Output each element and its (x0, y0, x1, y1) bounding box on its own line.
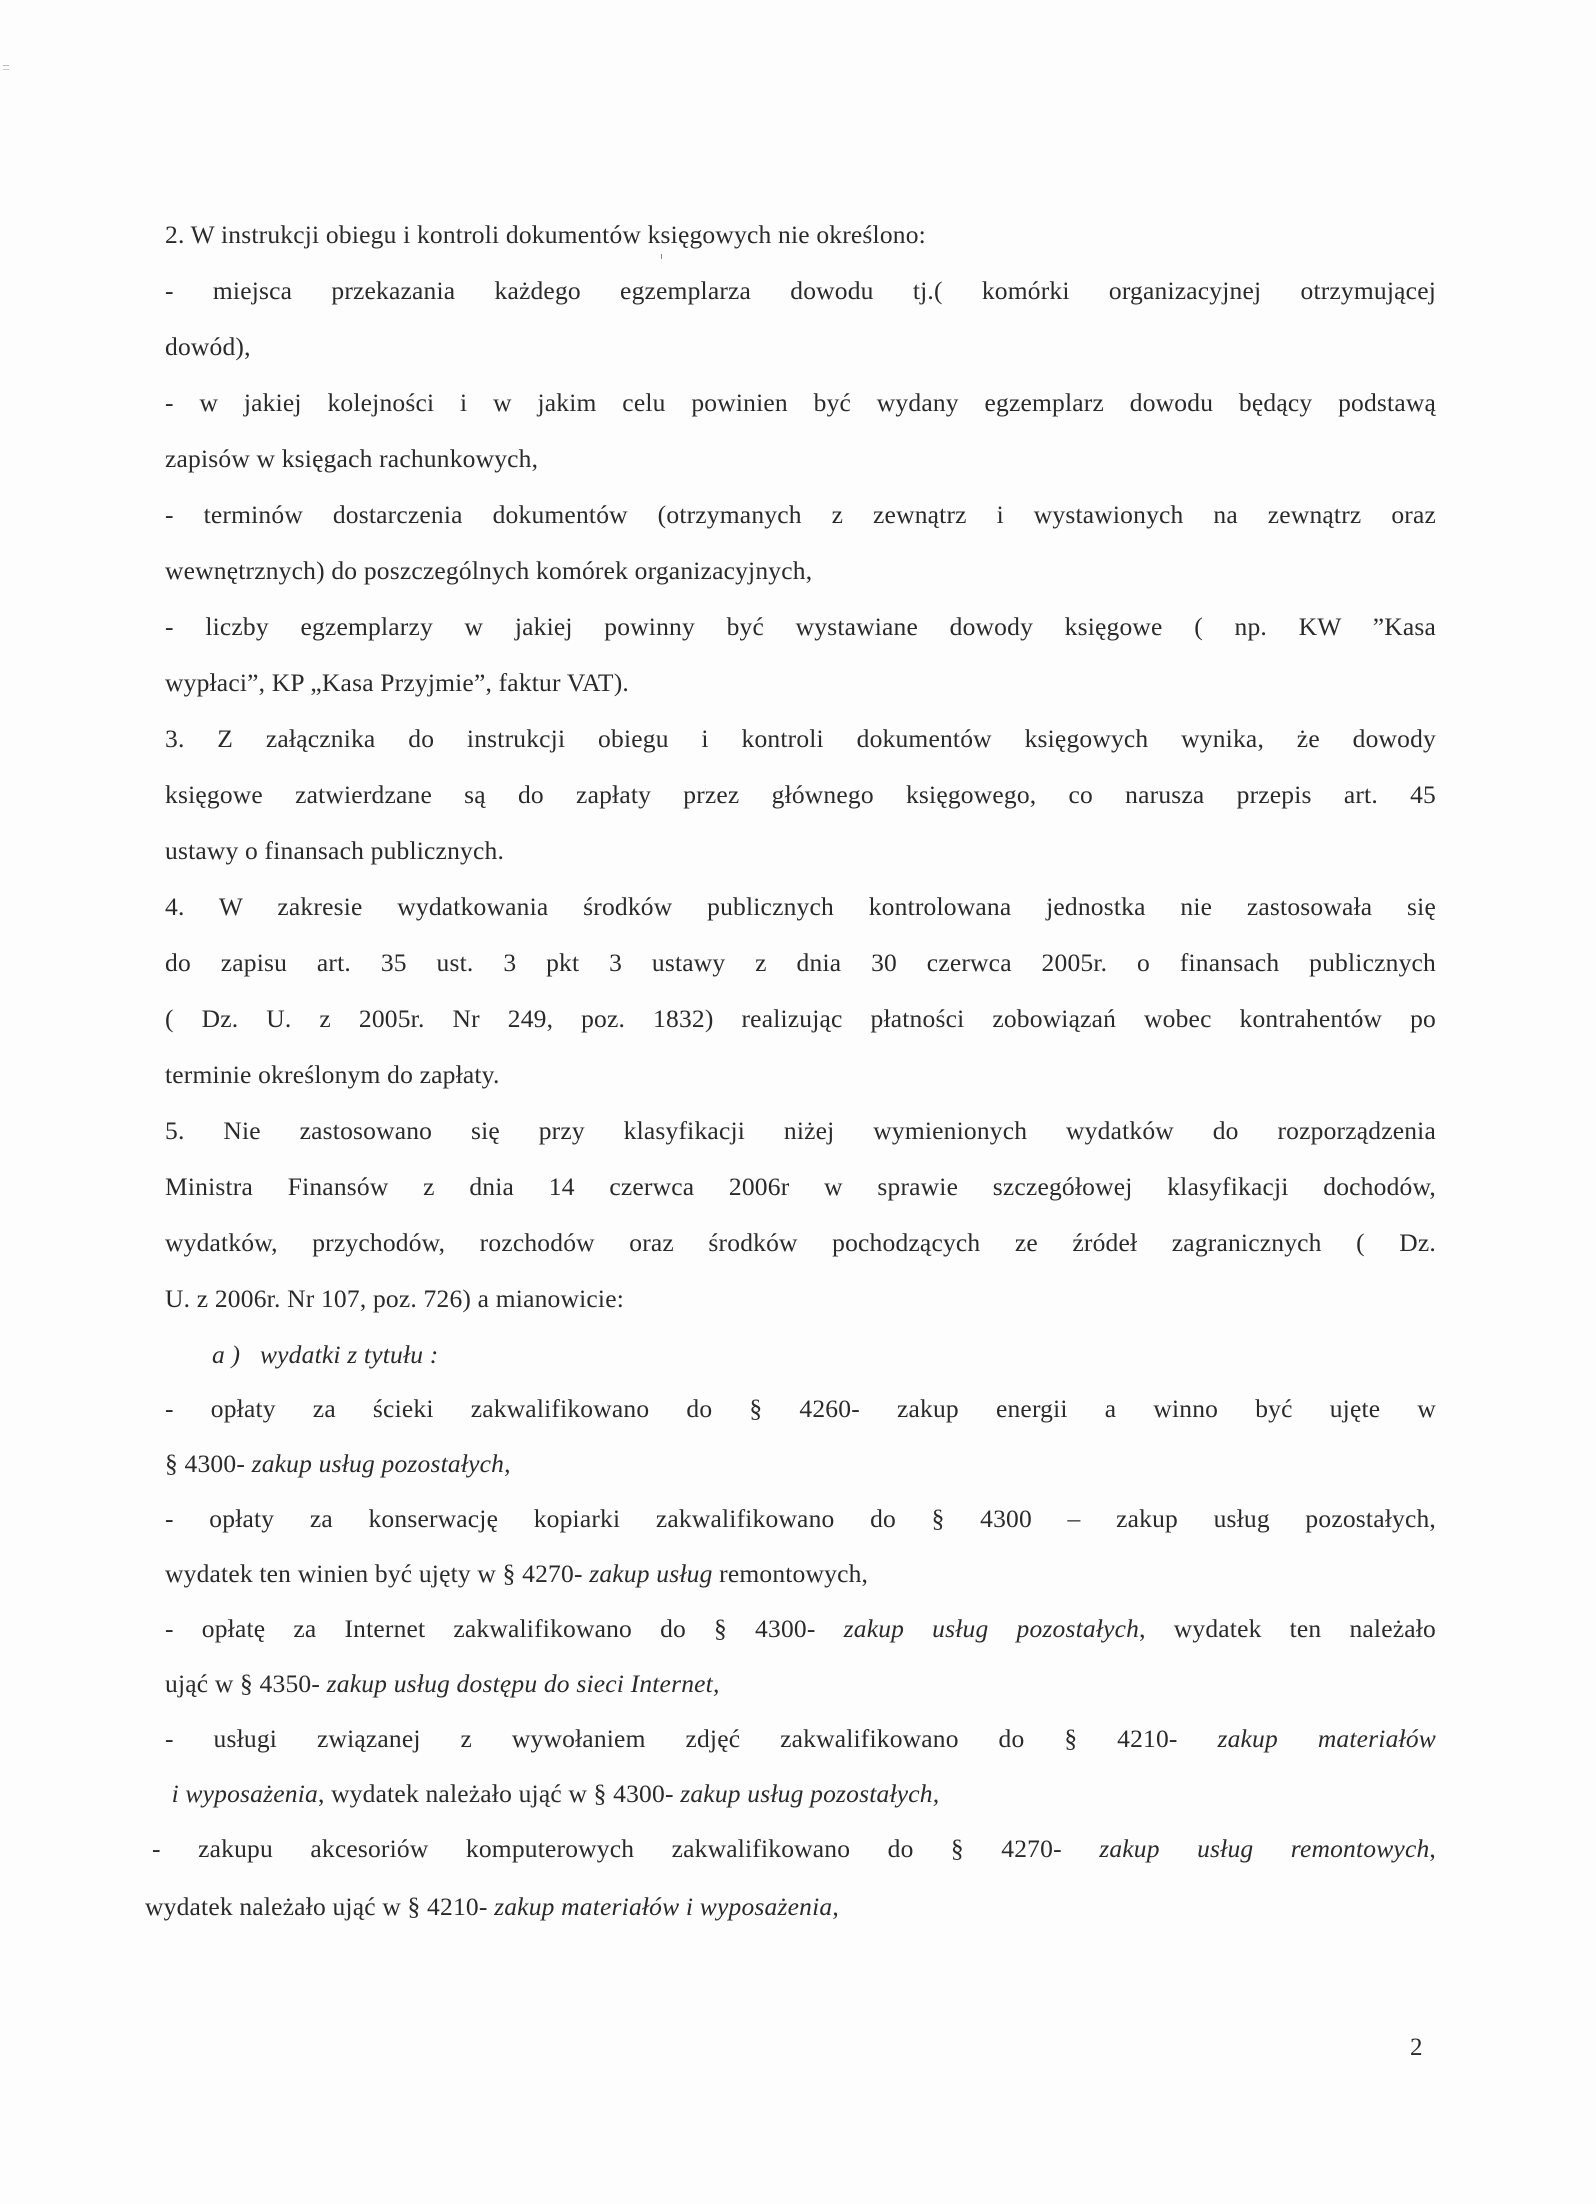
text: 2. W instrukcji obiegu i kontroli dokumentów księgowych nie określono: (165, 220, 926, 249)
text: Ministra Finansów z dnia 14 czerwca 2006r w sprawie szczegółowej klasyfikacji dochodów, (165, 1172, 1436, 1201)
scan-artifact-tick (661, 254, 662, 259)
text: - w jakiej kolejności i w jakim celu powinien być wydany egzemplarz dowodu będący podstawą (165, 388, 1436, 417)
text: , (1429, 1834, 1436, 1863)
list-item (165, 1614, 1436, 1644)
paragraph-line (165, 1284, 1436, 1314)
text: - miejsca przekazania każdego egzemplarza dowodu tj.( komórki organizacyjnej otrzymującej (165, 276, 1436, 305)
text-italic: zakup materiałów (1217, 1724, 1436, 1753)
list-item (165, 1724, 1436, 1754)
page-number: 2 (1410, 2034, 1423, 2061)
text: - terminów dostarczenia dokumentów (otrzymanych z zewnątrz i wystawionych na zewnątrz oraz (165, 500, 1436, 529)
paragraph-line (165, 780, 1436, 810)
paragraph-line (165, 1004, 1436, 1034)
text: dowód), (165, 332, 251, 361)
text: wydatek należało ująć w § 4210- (145, 1892, 495, 1921)
paragraph-line (165, 1172, 1436, 1202)
text-italic: zakup usług remontowych (1099, 1834, 1430, 1863)
text: U. z 2006r. Nr 107, poz. 726) a mianowicie: (165, 1284, 624, 1313)
text: do zapisu art. 35 ust. 3 pkt 3 ustawy z dnia 30 czerwca 2005r. o finansach publicznych (165, 948, 1436, 977)
paragraph-line (165, 1228, 1436, 1258)
text: wydatek ten winien być ujęty w § 4270- (165, 1559, 590, 1588)
text: ustawy o finansach publicznych. (165, 836, 505, 865)
text: § 4300- (165, 1449, 252, 1478)
list-item-continuation (165, 1669, 1436, 1699)
paragraph-line (165, 612, 1436, 642)
list-item-continuation (165, 1559, 1436, 1589)
paragraph-line (165, 556, 1436, 586)
text: , (832, 1892, 839, 1921)
text-italic: zakup usług dostępu do sieci Internet, (326, 1669, 720, 1698)
text-italic: zakup usług pozostałych, (680, 1779, 940, 1808)
section-5-line (165, 1116, 1436, 1146)
list-item (165, 1394, 1436, 1424)
text: ( Dz. U. z 2005r. Nr 249, poz. 1832) realizując płatności zobowiązań wobec kontrahentów po (165, 1004, 1436, 1033)
paragraph-line (165, 332, 1436, 362)
list-item-continuation (145, 1892, 1416, 1922)
text: , wydatek należało ująć w § 4300- (317, 1779, 681, 1808)
text: , wydatek ten należało (1139, 1614, 1436, 1643)
text-italic: zakup materiałów i wyposażenia (494, 1892, 833, 1921)
text: a ) wydatki z tytułu : (212, 1340, 439, 1369)
text: wydatków, przychodów, rozchodów oraz środków pochodzących ze źródeł zagranicznych ( Dz. (165, 1228, 1436, 1257)
list-item-continuation (165, 1449, 1436, 1479)
text: 5. Nie zastosowano się przy klasyfikacji niżej wymienionych wydatków do rozporządzenia (165, 1116, 1436, 1145)
section-3-line (165, 724, 1436, 754)
text: wypłaci”, KP „Kasa Przyjmie”, faktur VAT). (165, 668, 629, 697)
list-item-continuation (165, 1779, 1436, 1809)
paragraph-line (165, 500, 1436, 530)
text: ująć w § 4350- (165, 1669, 327, 1698)
text: wewnętrznych) do poszczególnych komórek organizacyjnych, (165, 556, 813, 585)
text: remontowych, (712, 1559, 869, 1588)
text-italic: zakup usług (589, 1559, 713, 1588)
section-2-heading (165, 220, 1436, 250)
text: - opłaty za ścieki zakwalifikowano do § 4260- zakup energii a winno być ujęte w (165, 1394, 1436, 1423)
scan-artifact (3, 65, 9, 70)
text: - opłaty za konserwację kopiarki zakwalifikowano do § 4300 – zakup usług pozostałych, (165, 1504, 1436, 1533)
paragraph-line (165, 388, 1436, 418)
paragraph-line (165, 948, 1436, 978)
paragraph-line (165, 444, 1436, 474)
text-italic: zakup usług pozostałych, (251, 1449, 511, 1478)
text: księgowe zatwierdzane są do zapłaty przez głównego księgowego, co narusza przepis art. 45 (165, 780, 1436, 809)
text: 3. Z załącznika do instrukcji obiegu i kontroli dokumentów księgowych wynika, że dowody (165, 724, 1436, 753)
subsection-a-heading (212, 1340, 1483, 1370)
paragraph-line (165, 836, 1436, 866)
text-italic: zakup usług pozostałych (843, 1614, 1140, 1643)
list-item (165, 1504, 1436, 1534)
list-item (152, 1834, 1436, 1864)
paragraph-line (165, 668, 1436, 698)
paragraph-line (165, 276, 1436, 306)
text-italic: i wyposażenia (165, 1779, 318, 1808)
text: - usługi związanej z wywołaniem zdjęć zakwalifikowano do § 4210- (165, 1724, 1218, 1753)
text: - liczby egzemplarzy w jakiej powinny być wystawiane dowody księgowe ( np. KW ”Kasa (165, 612, 1436, 641)
text: zapisów w księgach rachunkowych, (165, 444, 539, 473)
text: - opłatę za Internet zakwalifikowano do § 4300- (165, 1614, 844, 1643)
text: terminie określonym do zapłaty. (165, 1060, 500, 1089)
section-4-line (165, 892, 1436, 922)
text: - zakupu akcesoriów komputerowych zakwalifikowano do § 4270- (152, 1834, 1100, 1863)
paragraph-line (165, 1060, 1436, 1090)
text: 4. W zakresie wydatkowania środków publicznych kontrolowana jednostka nie zastosowała się (165, 892, 1436, 921)
